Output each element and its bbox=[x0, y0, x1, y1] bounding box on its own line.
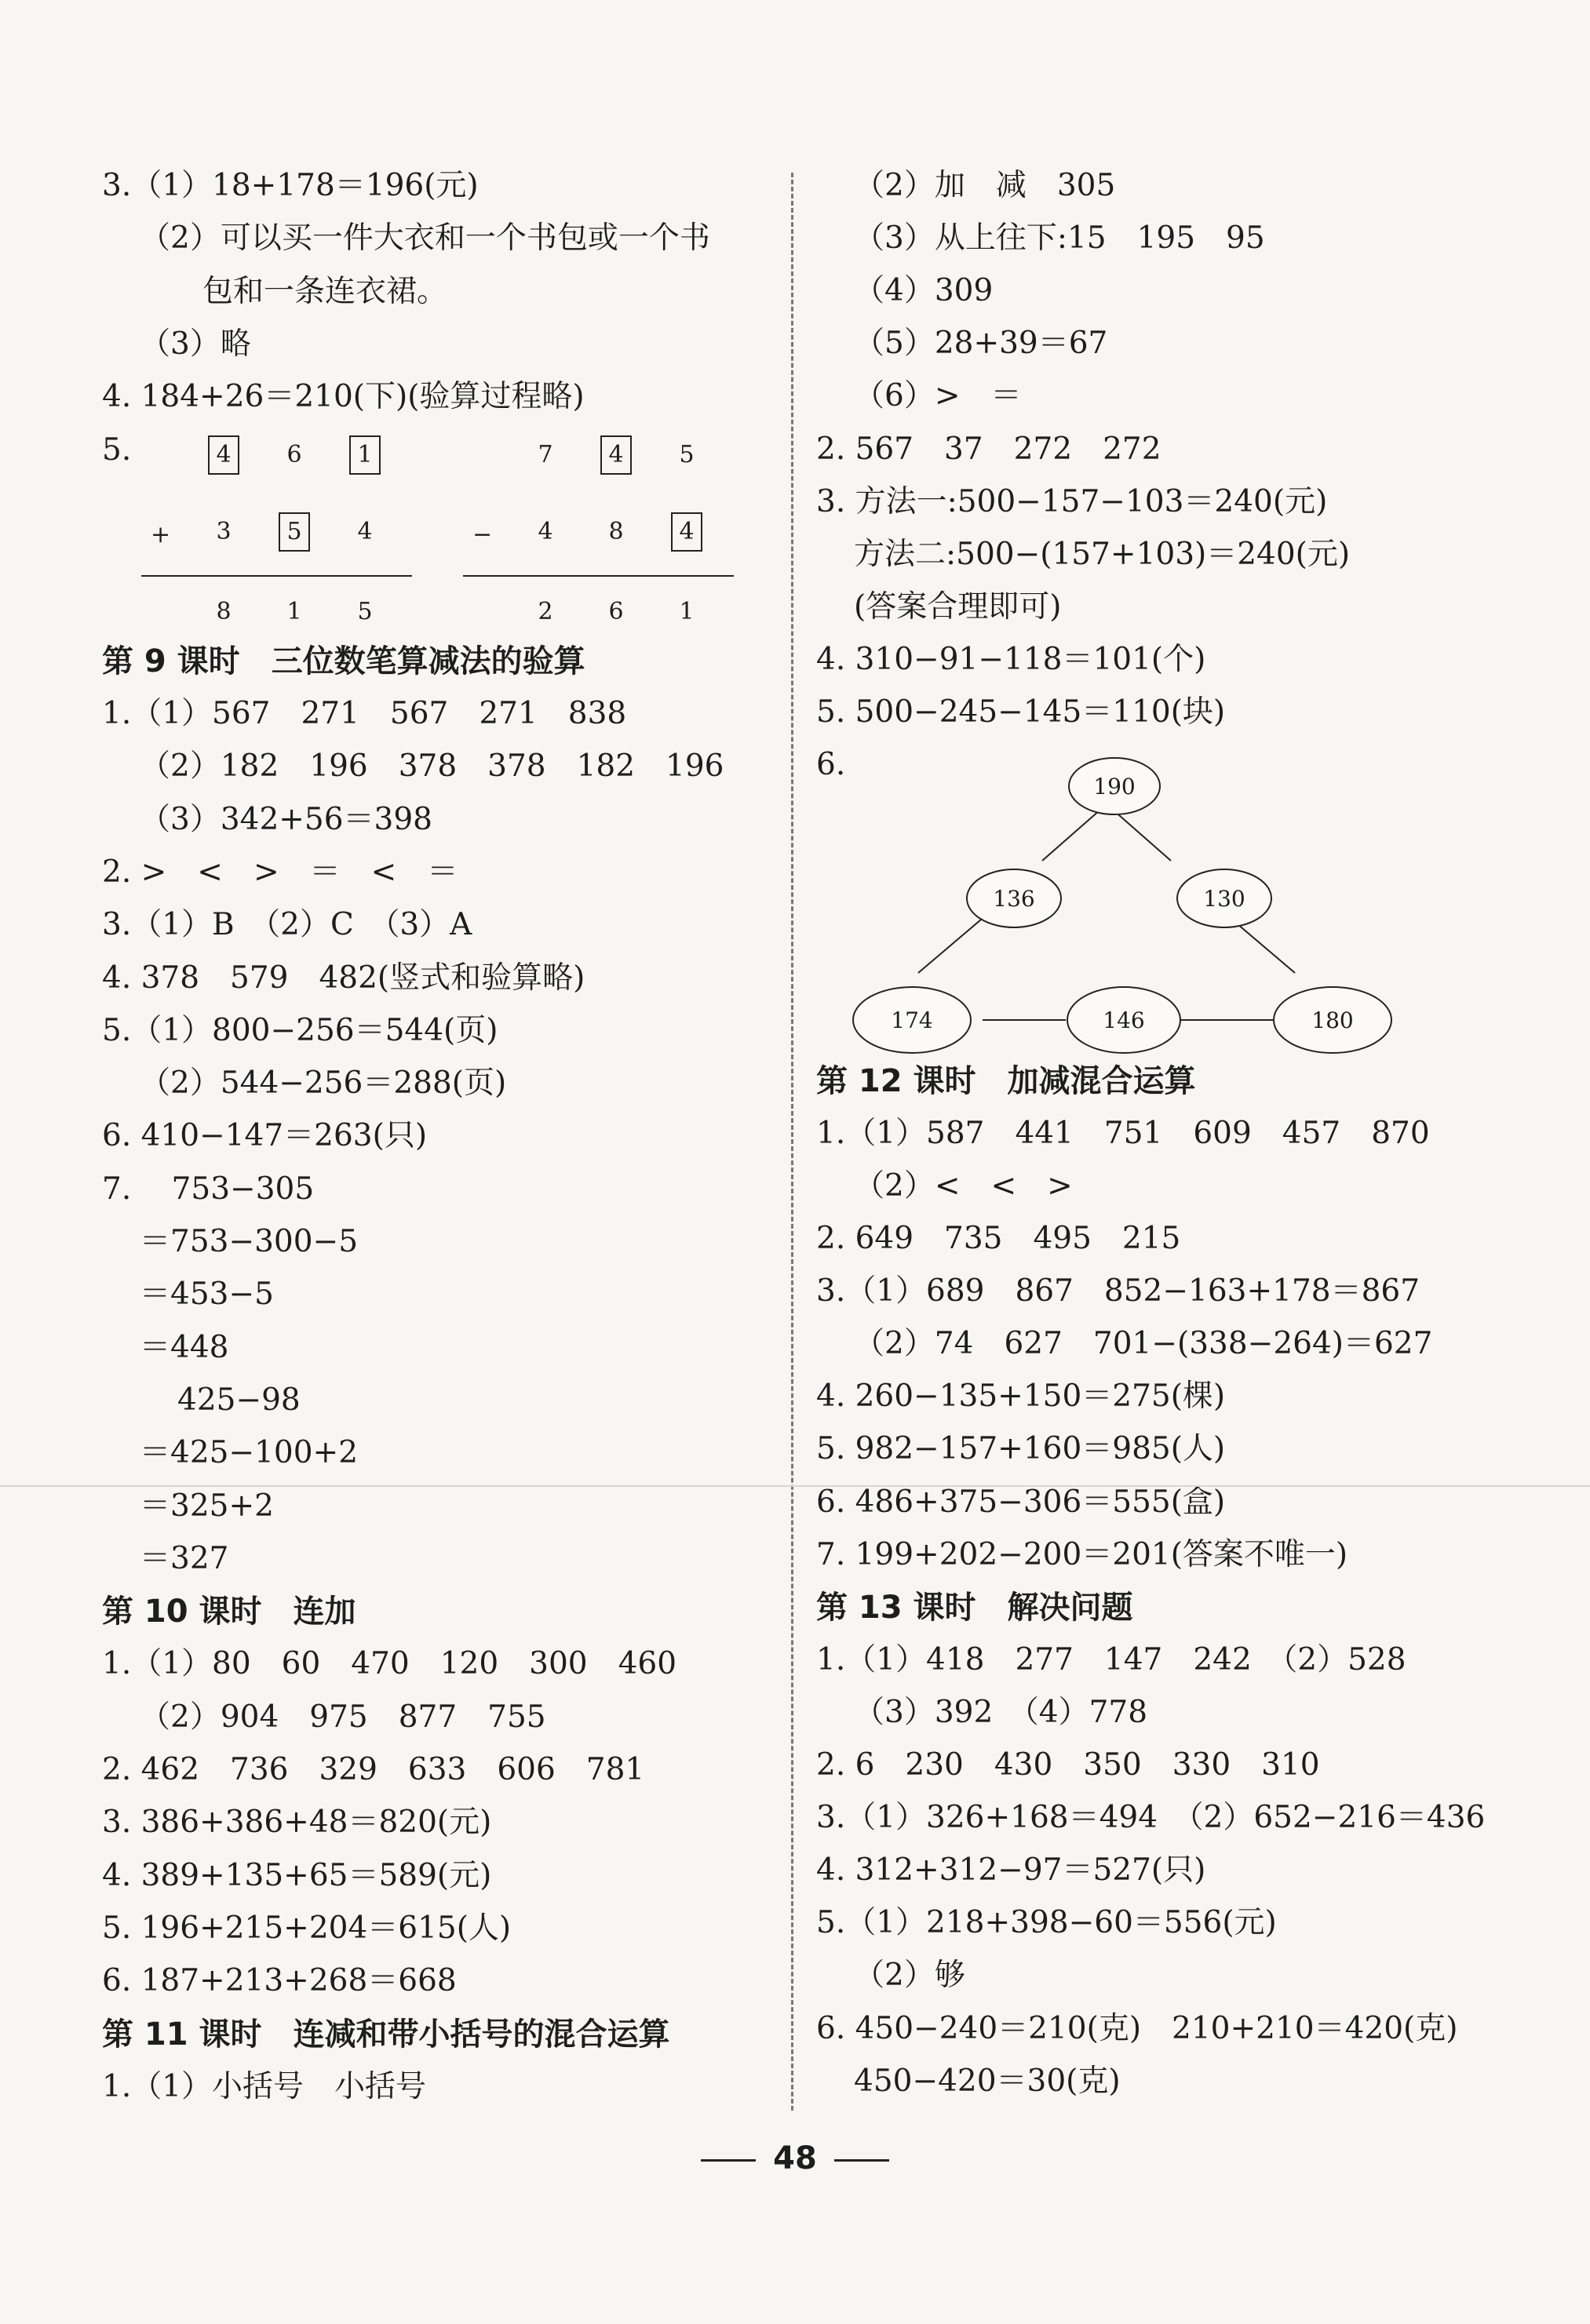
answer-line: 4. 389+135+65＝589(元) bbox=[102, 1857, 492, 1893]
answer-line: 2. 649 735 495 215 bbox=[816, 1221, 1181, 1256]
digit: 8 bbox=[216, 598, 232, 625]
answer-line: 6. 410−147＝263(只) bbox=[102, 1118, 428, 1154]
node-bottom-mid-value: 146 bbox=[1103, 1007, 1145, 1033]
digit: 3 bbox=[216, 518, 232, 545]
answer-line: （3）392 （4）778 bbox=[854, 1694, 1148, 1730]
lesson-title: 连减和带小括号的混合运算 bbox=[293, 2015, 670, 2053]
digit: 1 bbox=[286, 598, 302, 625]
answer-line: 2. 462 736 329 633 606 781 bbox=[102, 1752, 645, 1787]
digit: 5 bbox=[357, 598, 373, 625]
lesson-number: 第 9 课时 bbox=[102, 643, 240, 679]
lesson-title: 解决问题 bbox=[1007, 1588, 1133, 1626]
lesson-number: 第 11 课时 bbox=[102, 2016, 262, 2053]
answer-line: 方法二:500−(157+103)＝240(元) bbox=[854, 536, 1351, 572]
answer-line: （3）从上往下:15 195 95 bbox=[854, 220, 1265, 257]
answer-line: 2. > < > ＝ < ＝ bbox=[102, 854, 458, 890]
answer-line: （6）> ＝ bbox=[854, 378, 1022, 414]
answer-line: 3.（1）689 867 852−163+178＝867 bbox=[816, 1273, 1420, 1310]
answer-line: 6. 187+213+268＝668 bbox=[102, 1963, 457, 1999]
operator-sign: + bbox=[151, 521, 171, 548]
digit: 8 bbox=[608, 518, 624, 545]
lesson-heading bbox=[102, 2015, 670, 2054]
answer-line: ＝325+2 bbox=[140, 1488, 274, 1524]
answer-line: 5. bbox=[102, 432, 132, 468]
answer-line: (答案合理即可) bbox=[854, 588, 1062, 625]
digit: 2 bbox=[538, 598, 553, 625]
answer-line: 4. 312+312−97＝527(只) bbox=[816, 1852, 1206, 1889]
lesson-title: 加减混合运算 bbox=[1007, 1062, 1196, 1099]
answer-line: （4）309 bbox=[854, 273, 994, 309]
answer-line: （2）< < > bbox=[854, 1167, 1073, 1204]
answer-line: （2）544−256＝288(页) bbox=[140, 1065, 507, 1102]
answer-line: （2）加 减 305 bbox=[854, 168, 1116, 203]
boxed-digit: 1 bbox=[349, 435, 381, 475]
answer-line: 5. 982−157+160＝985(人) bbox=[816, 1431, 1226, 1467]
lesson-title: 三位数笔算减法的验算 bbox=[271, 642, 585, 679]
answer-line: 425−98 bbox=[177, 1382, 301, 1418]
operator-sign: − bbox=[472, 521, 493, 548]
lesson-title: 连加 bbox=[293, 1593, 356, 1630]
answer-line: （3）略 bbox=[140, 326, 251, 362]
answer-line: （2）904 975 877 755 bbox=[140, 1699, 546, 1735]
answer-line: （3）342+56＝398 bbox=[140, 801, 432, 837]
node-top-value: 190 bbox=[1093, 774, 1136, 800]
answer-line: 1.（1）418 277 147 242 （2）528 bbox=[816, 1641, 1406, 1677]
sum-bar bbox=[141, 575, 412, 577]
lesson-heading bbox=[816, 1062, 1196, 1101]
answer-line: 3.（1）326+168＝494 （2）652−216＝436 bbox=[816, 1800, 1486, 1836]
answer-line: 4. 260−135+150＝275(棵) bbox=[816, 1379, 1226, 1415]
answer-line: 1.（1）587 441 751 609 457 870 bbox=[816, 1115, 1430, 1151]
boxed-digit: 5 bbox=[279, 512, 310, 552]
node-mid-left-value: 136 bbox=[993, 886, 1035, 912]
answer-line: 3. 386+386+48＝820(元) bbox=[102, 1805, 492, 1841]
answer-line: 4. 310−91−118＝101(个) bbox=[816, 641, 1206, 677]
answer-line: （2）182 196 378 378 182 196 bbox=[140, 749, 724, 785]
lesson-heading bbox=[102, 1592, 356, 1631]
lesson-number: 第 12 课时 bbox=[816, 1062, 976, 1099]
answer-line: 1.（1）80 60 470 120 300 460 bbox=[102, 1646, 677, 1682]
lesson-number: 第 10 课时 bbox=[102, 1594, 262, 1630]
answer-line: ＝453−5 bbox=[140, 1277, 274, 1313]
digit: 6 bbox=[286, 441, 302, 468]
boxed-digit: 4 bbox=[600, 435, 632, 475]
digit: 4 bbox=[357, 518, 373, 545]
answer-line: 5.（1）800−256＝544(页) bbox=[102, 1012, 498, 1048]
answer-line: 1.（1）小括号 小括号 bbox=[102, 2068, 427, 2104]
answer-line: 包和一条连衣裙。 bbox=[202, 273, 448, 309]
boxed-digit: 4 bbox=[208, 435, 239, 475]
sum-bar bbox=[463, 575, 734, 577]
answer-line: 7. 753−305 bbox=[102, 1171, 315, 1207]
answer-line: ＝753−300−5 bbox=[140, 1224, 359, 1259]
answer-line: 6. 450−240＝210(克) 210+210＝420(克) bbox=[816, 2010, 1458, 2046]
node-mid-right-value: 130 bbox=[1203, 886, 1245, 912]
answer-line: 450−420＝30(克) bbox=[854, 2063, 1121, 2099]
digit: 5 bbox=[679, 441, 695, 468]
page-fold-line bbox=[0, 1485, 1590, 1487]
answer-line: （2）可以买一件大衣和一个书包或一个书 bbox=[140, 220, 710, 257]
answer-line: 5. 196+215+204＝615(人) bbox=[102, 1910, 512, 1946]
digit: 6 bbox=[608, 598, 624, 625]
column-divider bbox=[791, 173, 793, 2111]
answer-line: 5. 500−245−145＝110(块) bbox=[816, 694, 1226, 730]
answer-line: （2）74 627 701−(338−264)＝627 bbox=[854, 1326, 1433, 1362]
answer-line: 1.（1）567 271 567 271 838 bbox=[102, 696, 627, 731]
answer-line: 2. 567 37 272 272 bbox=[816, 431, 1162, 467]
node-bottom-left-value: 174 bbox=[891, 1007, 933, 1033]
answer-line: ＝327 bbox=[140, 1540, 229, 1576]
lesson-heading bbox=[816, 1588, 1133, 1627]
answer-line: 6. 486+375−306＝555(盒) bbox=[816, 1484, 1226, 1520]
answer-line: 3.（1）B （2）C （3）A bbox=[102, 907, 472, 943]
answer-line: 3.（1）18+178＝196(元) bbox=[102, 168, 479, 203]
answer-line: 3. 方法一:500−157−103＝240(元) bbox=[816, 483, 1328, 519]
page-number-text: 48 bbox=[773, 2140, 817, 2176]
answer-line: 4. 378 579 482(竖式和验算略) bbox=[102, 960, 585, 996]
answer-line: ＝448 bbox=[140, 1329, 229, 1365]
node-bottom-right-value: 180 bbox=[1311, 1007, 1354, 1033]
answer-line: ＝425−100+2 bbox=[140, 1435, 359, 1471]
digit: 4 bbox=[538, 518, 553, 545]
page-number bbox=[0, 2140, 1590, 2176]
number-triangle-diagram bbox=[848, 749, 1413, 1063]
answer-line: 2. 6 230 430 350 330 310 bbox=[816, 1747, 1320, 1783]
answer-line: （2）够 bbox=[854, 1958, 965, 1994]
answer-line: 5.（1）218+398−60＝556(元) bbox=[816, 1905, 1277, 1941]
digit: 1 bbox=[679, 598, 695, 625]
answer-line: 7. 199+202−200＝201(答案不唯一) bbox=[816, 1536, 1348, 1572]
answer-line: 6. bbox=[816, 747, 846, 783]
answer-line: （5）28+39＝67 bbox=[854, 326, 1108, 362]
lesson-number: 第 13 课时 bbox=[816, 1589, 976, 1626]
answer-line: 4. 184+26＝210(下)(验算过程略) bbox=[102, 379, 585, 415]
digit: 7 bbox=[538, 441, 553, 468]
boxed-digit: 4 bbox=[671, 512, 702, 552]
lesson-heading bbox=[102, 642, 585, 681]
